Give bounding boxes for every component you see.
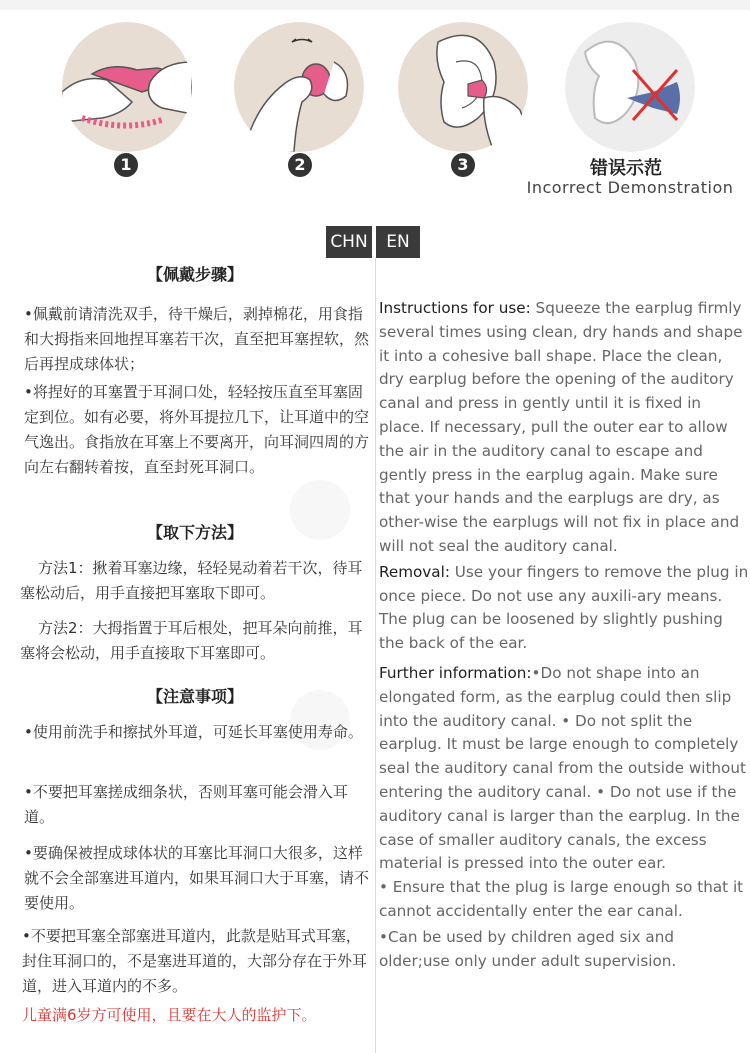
squeeze-earplug-icon: [62, 22, 192, 152]
step-2-illustration: [234, 22, 364, 152]
zh-removal-method-1: 方法1：揪着耳塞边缘，轻轻晃动着若干次，待耳塞松动后，用手直接把耳塞取下即可。: [20, 559, 363, 602]
incorrect-demo-illustration: [565, 22, 695, 152]
zh-heading-notes: 【注意事项】: [146, 687, 243, 706]
step-3-illustration: [398, 22, 528, 152]
zh-removal-method-2: 方法2：大拇指置于耳后根处，把耳朵向前推，耳塞将会松动，用手直接取下耳塞即可。: [20, 619, 363, 662]
zh-heading-wearing-steps: 【佩戴步骤】: [146, 265, 243, 284]
top-band: [0, 0, 750, 10]
en-column: [379, 297, 749, 973]
step-3-number: 3: [451, 153, 475, 177]
en-instructions: [379, 297, 749, 559]
incorrect-demo-title-zh: 错误示范: [590, 158, 662, 179]
column-divider: [375, 258, 376, 1053]
en-removal-label: Removal:: [379, 562, 450, 581]
zh-wearing-step-2: •将捏好的耳塞置于耳洞口处，轻轻按压直至耳塞固定到位。如有必要，将外耳提拉几下，让耳道中的空气逸出。食指放在耳塞上不要离开，向耳洞四周的方向左右翻转着按，直至封死耳洞口。: [24, 383, 370, 476]
en-further-label: Further information:: [379, 663, 532, 682]
en-further: [379, 662, 749, 876]
tab-chn[interactable]: CHN: [326, 226, 372, 258]
zh-note-4: •不要把耳塞全部塞进耳道内，此款是贴耳式耳塞，封住耳洞口的，不是塞进耳道的，大部分存在于外耳道，进入耳道内的不多。: [22, 927, 368, 995]
en-bullet-1: • Ensure that the plug is large enough so that it cannot accidentally enter the ear canal.: [379, 878, 744, 920]
en-further-text: •Do not shape into an elongated form, as the earplug could then slip into the auditory canal. • Do not split the earplug. It must be large enough to completely seal the auditory canal from the outside without entering the auditory canal. • Do not use if the auditory canal is larger than the earplug. In the case of smaller auditory canals, the excess material is pressed into the outer ear.: [379, 663, 746, 873]
step-1-number: 1: [114, 153, 138, 177]
en-instructions-label: Instructions for use:: [379, 299, 531, 317]
zh-note-2: •不要把耳塞搓成细条状，否则耳塞可能会滑入耳道。: [24, 783, 348, 826]
incorrect-demo-title-en: Incorrect Demonstration: [526, 178, 734, 197]
tab-en[interactable]: EN: [376, 226, 420, 258]
en-instructions-text: Squeeze the earplug firmly several times using clean, dry hands and shape it into a cohesive ball shape. Place the clean, dry earplug before the opening of the auditory canal and press in gently until it is fixed in place. If necessary, pull the outer ear to allow the air in the auditory canal to escape and gently press in the earplug again. Make sure that your hands and the earplugs are dry, as other-wise the earplugs will not fix in place and will not seal the auditory canal.: [379, 299, 743, 555]
incorrect-demo-icon: [565, 22, 695, 152]
step-1-illustration: [62, 22, 192, 152]
roll-earplug-icon: [234, 22, 364, 152]
zh-child-warning: 儿童满6岁方可使用，且要在大人的监护下。: [22, 1006, 317, 1024]
insert-earplug-icon: [398, 22, 528, 152]
zh-note-1: •使用前洗手和擦拭外耳道，可延长耳塞使用寿命。: [24, 723, 363, 741]
zh-heading-removal: 【取下方法】: [146, 523, 243, 542]
en-removal-text: Use your fingers to remove the plug in once piece. Do not use any auxili-ary means. The plug can be loosened by slightly pushing the back of the ear.: [379, 562, 749, 653]
zh-note-3: •要确保被捏成球体状的耳塞比耳洞口大很多，这样就不会全部塞进耳道内，如果耳洞口大于耳塞，请不要使用。: [24, 844, 370, 912]
en-bullet-2: •Can be used by children aged six and older;use only under adult supervision.: [379, 927, 677, 970]
step-2-number: 2: [288, 153, 312, 177]
zh-wearing-step-1: •佩戴前请清洗双手，待干燥后，剥掉棉花，用食指和大拇指来回地捏耳塞若干次，直至把耳塞捏软，然后再捏成球体状；: [24, 305, 370, 373]
en-removal: [379, 561, 749, 656]
